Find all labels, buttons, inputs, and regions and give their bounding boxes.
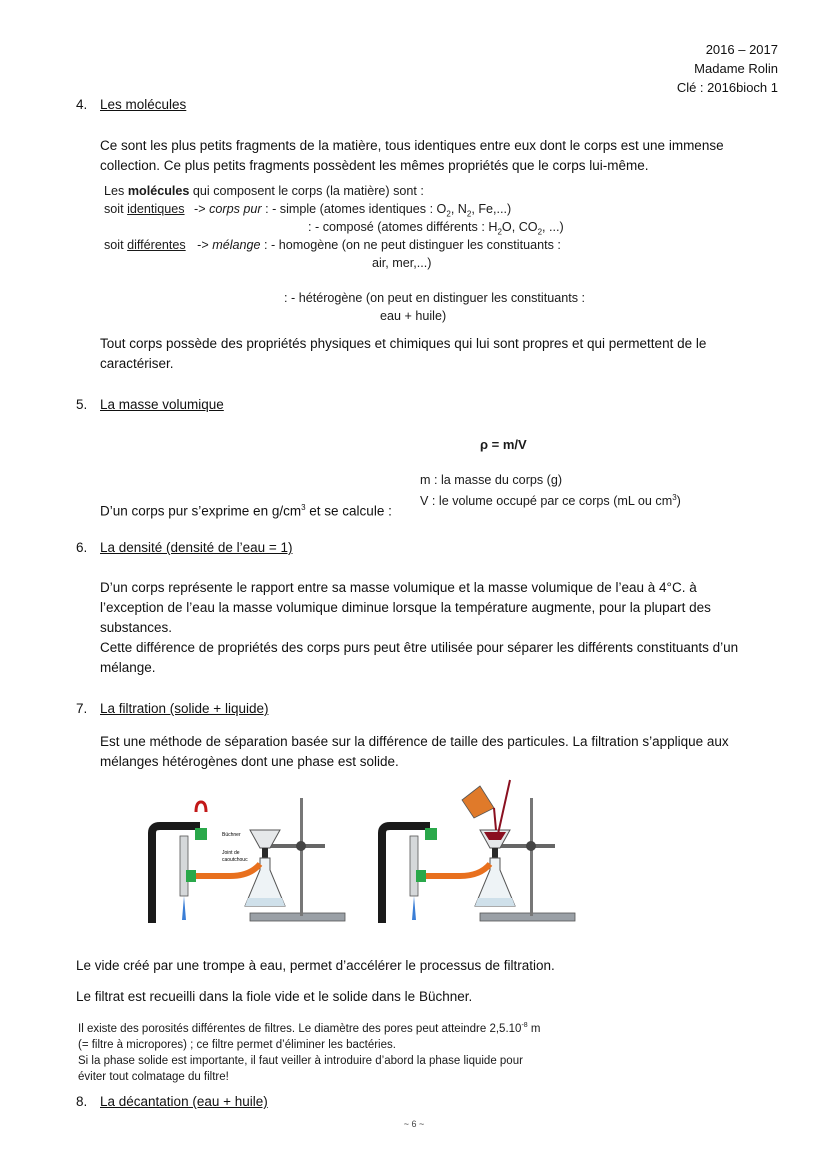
section-title: La filtration (solide + liquide) bbox=[100, 701, 269, 716]
paragraph-line: substances. bbox=[100, 620, 173, 635]
section-title: La densité (densité de l’eau = 1) bbox=[100, 540, 293, 555]
paragraph-line: Ce sont les plus petits fragments de la matière, tous identiques entre eux dont le corps est une immense bbox=[100, 138, 724, 153]
note-line: Si la phase solide est importante, il faut veiller à introduire d’abord la phase liquide pour bbox=[78, 1054, 523, 1067]
section-6-text bbox=[100, 578, 790, 678]
stand-rod bbox=[300, 798, 303, 916]
section-6-heading bbox=[76, 540, 293, 555]
density-formula: ρ = m/V bbox=[480, 437, 527, 452]
text: : - simple (atomes identiques : O bbox=[261, 202, 447, 216]
water-pump bbox=[180, 836, 188, 896]
text: D’un corps pur s’exprime en g/cm bbox=[100, 503, 302, 519]
section-7-heading bbox=[76, 701, 268, 716]
header-key: Clé : 2016bioch 1 bbox=[676, 80, 778, 95]
identiques-label: identiques bbox=[127, 202, 185, 216]
green-tap bbox=[195, 828, 207, 840]
pour-stream bbox=[494, 808, 496, 830]
paragraph-line: collection. Ce plus petits fragments possèdent les mêmes propriétés que le corps lui-même. bbox=[100, 158, 649, 173]
note-line: éviter tout colmatage du filtre! bbox=[78, 1070, 229, 1083]
section-4-intro bbox=[100, 136, 780, 176]
superscript: 3 bbox=[301, 503, 306, 512]
paragraph-line: caractériser. bbox=[100, 356, 174, 371]
water-outlet bbox=[412, 896, 416, 920]
text: , Fe,...) bbox=[471, 202, 512, 216]
text: qui composent le corps (la matière) sont : bbox=[189, 184, 424, 198]
molecules-bold: molécules bbox=[127, 184, 190, 198]
paragraph-line: l’exception de l’eau la masse volumique diminue lorsque la température augmente, pour la plupart des bbox=[100, 600, 711, 615]
rubber-joint bbox=[492, 848, 498, 858]
section-4-heading bbox=[76, 97, 186, 112]
paragraph-line: Cette différence de propriétés des corps purs peut être utilisée pour séparer les différents constituants d’un bbox=[100, 640, 739, 655]
green-tap bbox=[425, 828, 437, 840]
water-pump bbox=[410, 836, 418, 896]
clamp-boss bbox=[526, 841, 536, 851]
filter-note bbox=[78, 1018, 598, 1085]
superscript: -8 bbox=[521, 1022, 528, 1029]
paragraph-line: mélange. bbox=[100, 660, 156, 675]
text: , ...) bbox=[542, 220, 564, 234]
classification-line-5: air, mer,...) bbox=[372, 256, 432, 270]
caoutchouc-label: caoutchouc bbox=[222, 857, 248, 863]
classification-line-4 bbox=[104, 236, 561, 254]
subscript: 2 bbox=[537, 227, 543, 237]
filtrate-sentence: Le filtrat est recueilli dans la fiole vide et le solide dans le Büchner. bbox=[76, 989, 473, 1004]
pouring-beaker bbox=[462, 786, 494, 818]
paragraph-line: Est une méthode de séparation basée sur la différence de taille des particules. La filtration s’applique aux bbox=[100, 734, 729, 749]
section-title: Les molécules bbox=[100, 97, 187, 112]
classification-line-6: : - hétérogène (on peut en distinguer les constituants : bbox=[284, 291, 586, 305]
section-4-outro bbox=[100, 334, 780, 374]
text: ) bbox=[676, 494, 681, 509]
buchner-label: Büchner bbox=[222, 832, 241, 838]
green-connector bbox=[186, 870, 196, 882]
subscript: 2 bbox=[446, 209, 451, 219]
page-number: ~ 6 ~ bbox=[403, 1119, 425, 1129]
paragraph-line: D’un corps représente le rapport entre sa masse volumique et la masse volumique de l’eau à 4°C. à bbox=[100, 580, 697, 595]
melange-label: mélange bbox=[212, 238, 261, 252]
section-title: La décantation (eau + huile) bbox=[100, 1094, 268, 1109]
vacuum-tube bbox=[192, 864, 260, 876]
arrow: -> bbox=[190, 202, 210, 216]
superscript: 3 bbox=[672, 493, 677, 502]
section-number: 8. bbox=[76, 1094, 88, 1109]
subscript: 2 bbox=[497, 227, 502, 237]
green-connector bbox=[416, 870, 426, 882]
section-number: 6. bbox=[76, 540, 88, 555]
stand-base bbox=[480, 913, 575, 921]
arrow: -> bbox=[193, 238, 213, 252]
text: et se calcule : bbox=[305, 503, 392, 519]
classification-line-7: eau + huile) bbox=[380, 309, 447, 323]
classification-line-1 bbox=[104, 182, 424, 200]
text: soit bbox=[104, 238, 128, 252]
corps-pur-label: corps pur bbox=[209, 202, 262, 216]
section-5-heading bbox=[76, 397, 224, 412]
buchner-setup-right bbox=[382, 780, 575, 923]
joint-label: Joint de bbox=[222, 850, 240, 856]
note-line: (= filtre à micropores) ; ce filtre permet d’éliminer les bactéries. bbox=[78, 1038, 396, 1051]
stirring-rod bbox=[498, 780, 510, 834]
water-outlet bbox=[182, 896, 186, 920]
paragraph-line: mélanges hétérogènes dont une phase est solide. bbox=[100, 754, 399, 769]
stand-rod bbox=[530, 798, 533, 916]
section-number: 4. bbox=[76, 97, 88, 112]
text: Les bbox=[104, 184, 128, 198]
text: : - homogène (on ne peut distinguer les constituants : bbox=[260, 238, 561, 252]
header-teacher: Madame Rolin bbox=[694, 61, 778, 76]
vacuum-sentence: Le vide créé par une trompe à eau, permet d’accélérer le processus de filtration. bbox=[76, 958, 555, 973]
text: m bbox=[527, 1022, 541, 1035]
stand-base bbox=[250, 913, 345, 921]
text: soit bbox=[104, 202, 128, 216]
section-8-heading bbox=[76, 1094, 268, 1109]
text: V : le volume occupé par ce corps (mL ou cm bbox=[420, 494, 673, 509]
differentes-label: différentes bbox=[127, 238, 186, 252]
clamp-boss bbox=[296, 841, 306, 851]
tap-handle bbox=[196, 802, 206, 812]
section-5-text bbox=[100, 498, 780, 522]
text: Il existe des porosités différentes de filtres. Le diamètre des pores peut atteindre 2,5.10 bbox=[78, 1022, 522, 1035]
buchner-setup-left bbox=[152, 798, 345, 923]
section-7-text bbox=[100, 732, 780, 772]
paragraph-line: Tout corps possède des propriétés physiques et chimiques qui lui sont propres et qui permettent de le bbox=[100, 336, 707, 351]
text: : - composé (atomes différents : H bbox=[308, 220, 498, 234]
filtrate bbox=[245, 898, 285, 906]
note-line bbox=[78, 1018, 598, 1037]
section-number: 5. bbox=[76, 397, 88, 412]
section-number: 7. bbox=[76, 701, 88, 716]
text: , N bbox=[450, 202, 467, 216]
rubber-joint bbox=[262, 848, 268, 858]
subscript: 2 bbox=[466, 209, 472, 219]
filtrate bbox=[475, 898, 515, 906]
filtration-illustration bbox=[140, 778, 580, 928]
section-title: La masse volumique bbox=[100, 397, 224, 412]
mass-definition: m : la masse du corps (g) bbox=[420, 473, 563, 487]
text: O, CO bbox=[501, 220, 538, 234]
header-year: 2016 – 2017 bbox=[705, 42, 778, 57]
vacuum-tube bbox=[422, 864, 490, 876]
page-header bbox=[677, 40, 778, 97]
